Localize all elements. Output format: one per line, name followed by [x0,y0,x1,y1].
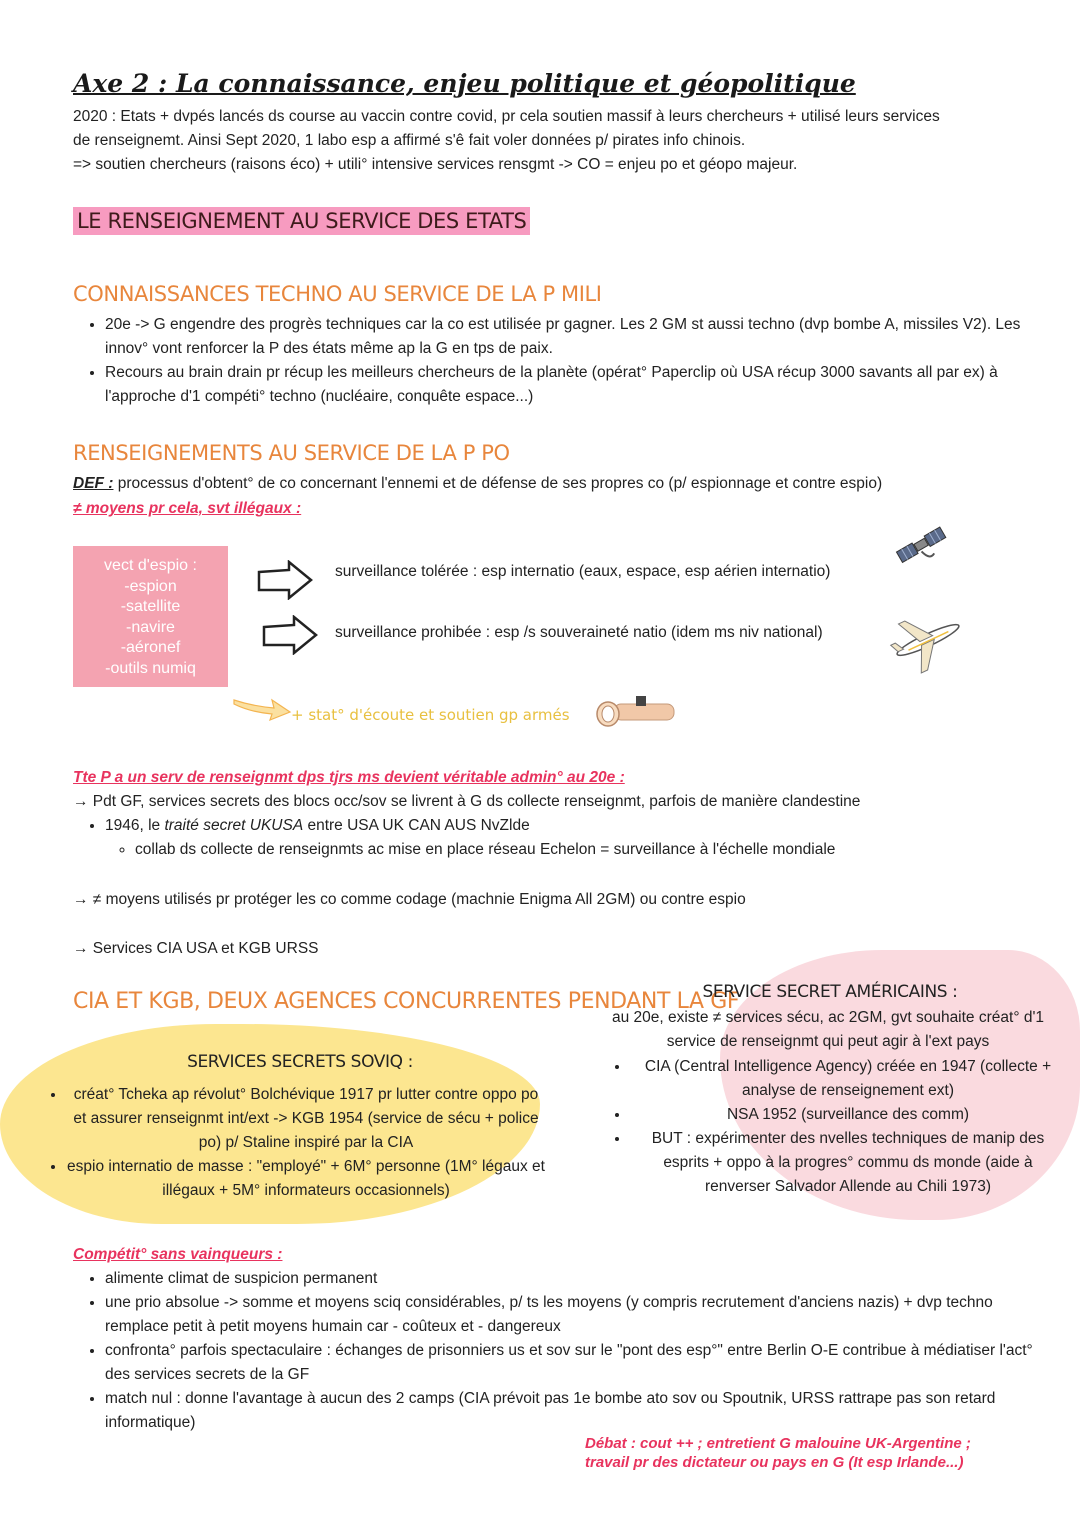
arrow-right-icon [260,615,320,655]
admin-line-2: → ≠ moyens utilisés pr protéger les co comme codage (machnie Enigma All 2GM) ou contre espio [73,891,746,908]
list-item: • match nul : donne l'avantage à aucun des 2 camps (CIA prévoit pas 1e bombe ato sov ou Spoutnik, URSS rattrape pas son retard informatique) [105,1387,1050,1435]
subheading-techno: CONNAISSANCES TECHNO AU SERVICE DE LA P MILI [73,282,602,306]
intro-line: => soutien chercheurs (raisons éco) + utili° intensive services rensgmt -> CO = enjeu po et géopo majeur. [73,156,798,173]
def-label: DEF : [73,475,114,492]
us-bullets [612,1055,1066,1199]
us-heading: SERVICE SECRET AMÉRICAINS : [702,982,958,1002]
vect-line: -navire [126,618,175,636]
ecoute-text: + stat° d'écoute et soutien gp armés [291,706,570,724]
list-item: • alimente climat de suspicion permanent [105,1267,1050,1291]
surveillance-toleree: surveillance tolérée : esp internatio (eaux, espace, esp aérien internatio) [335,563,831,580]
def-text: processus d'obtent° de co concernant l'ennemi et de défense de ses propres co (p/ espionnage et contre espio) [113,475,883,492]
moyens-heading: ≠ moyens pr cela, svt illégaux : [73,500,302,517]
vect-line: -aéronef [120,639,181,656]
competition-heading: Compétit° sans vainqueurs : [73,1246,283,1263]
definition [73,472,1023,496]
binoculars-icon [592,694,682,734]
debat-note [585,1434,971,1472]
list-item: ◦ collab ds collecte de renseignmts ac mise en place réseau Echelon = surveillance à l'échelle mondiale [135,838,1023,862]
arrow-right-icon [232,690,292,724]
list-item: • 20e -> G engendre des progrès techniques car la co est utilisée pr gagner. Les 2 GM st aussi techno (dvp bombe A, missiles V2). Les innov° vont renforcer la P des états même ap la G en tps de paix. [105,313,1023,361]
vect-espio-box [73,546,228,687]
sov-heading: SERVICES SECRETS SOVIQ : [187,1052,413,1072]
list-item: • NSA 1952 (surveillance des comm) [630,1103,1066,1127]
arrow-right-icon [255,560,315,600]
vect-line: -outils numiq [105,659,196,677]
list-item: • créat° Tcheka ap révolut° Bolchévique 1917 pr lutter contre oppo po et assurer renseignmt int/ext -> KGB 1954 (service de sécu + police po) p/ Staline inspiré par la CIA [66,1083,546,1155]
us-intro: au 20e, existe ≠ services sécu, ac 2GM, gvt souhaite créat° d'1 service de renseignmt qui peut agir à l'ext pays [611,1009,1045,1050]
list-item: • espio internatio de masse : "employé" + 6M° personne (1M° légaux et illégaux + 5M° informateurs occasionnels) [66,1155,546,1203]
list-item: • CIA (Central Intelligence Agency) créée en 1947 (collecte + analyse de renseignement ext) [630,1055,1066,1103]
subheading-renseignements: RENSEIGNEMENTS AU SERVICE DE LA P PO [73,441,510,465]
list-item: • une prio absolue -> somme et moyens sciq considérables, p/ ts les moyens (y compris recrutement d'anciens nazis) + dvp techno remplace petit à petit moyens humain car - coûteux et - dangereux [105,1291,1050,1339]
text: 1946, le [105,817,165,834]
section-heading-renseignement: LE RENSEIGNEMENT AU SERVICE DES ETATS [73,207,530,235]
admin-line-text: → Pdt GF, services secrets des blocs occ/sov se livrent à G ds collecte renseignmt, parfois de manière clandestine [73,793,861,810]
list-item: • BUT : expérimenter des nvelles techniques de manip des esprits + oppo à la progres° commu ds monde (aide à renverser Salvador Allende au Chili 1973) [630,1127,1066,1199]
debat-line: Débat : cout ++ ; entretient G malouine UK-Argentine ; [585,1435,971,1452]
techno-bullets [73,313,1023,409]
intro-paragraph [73,105,1023,177]
surveillance-prohibee: surveillance prohibée : esp /s souveraineté natio (idem ms niv national) [335,624,823,641]
list-item: • Recours au brain drain pr récup les meilleurs chercheurs de la planète (opérat° Paperclip où USA récup 3000 savants all par ex) à l'approche d'1 compéti° techno (nucléaire, conquête espace...) [105,361,1023,409]
list-item: • confronta° parfois spectaculaire : échanges de prisonniers us et sov sur le "pont des esp°" entre Berlin O-E contribue à médiatiser l'act° des services secrets de la GF [105,1339,1050,1387]
list-item [105,814,1023,862]
airplane-icon [888,605,968,675]
vect-line: -satellite [120,598,181,615]
admin-heading: Tte P a un serv de renseignmt dps tjrs ms devient véritable admin° au 20e : [73,769,625,786]
satellite-icon [893,520,953,572]
text: entre USA UK CAN AUS NvZlde [303,817,530,834]
admin-block [73,790,1023,862]
subheading-cia-kgb: CIA ET KGB, DEUX AGENCES CONCURRENTES PENDANT LA GF [73,989,740,1014]
page-title: Axe 2 : La connaissance, enjeu politique et géopolitique [73,69,856,98]
admin-line-3: → Services CIA USA et KGB URSS [73,940,319,957]
competition-bullets [73,1267,1050,1435]
admin-line [73,790,1023,814]
sov-bullets [48,1083,546,1203]
intro-line: 2020 : Etats + dvpés lancés ds course au vaccin contre covid, pr cela soutien massif à leurs chercheurs + utilisé leurs services [73,108,940,125]
debat-line: travail pr des dictateur ou pays en G (It esp Irlande...) [585,1454,964,1471]
vect-line: vect d'espio : [104,557,197,574]
text-italic: traité secret UKUSA [164,817,304,834]
vect-line: -espion [124,577,177,595]
intro-line: de renseignemt. Ainsi Sept 2020, 1 labo esp a affirmé s'ê fait voler données p/ pirates info chinois. [73,132,746,149]
